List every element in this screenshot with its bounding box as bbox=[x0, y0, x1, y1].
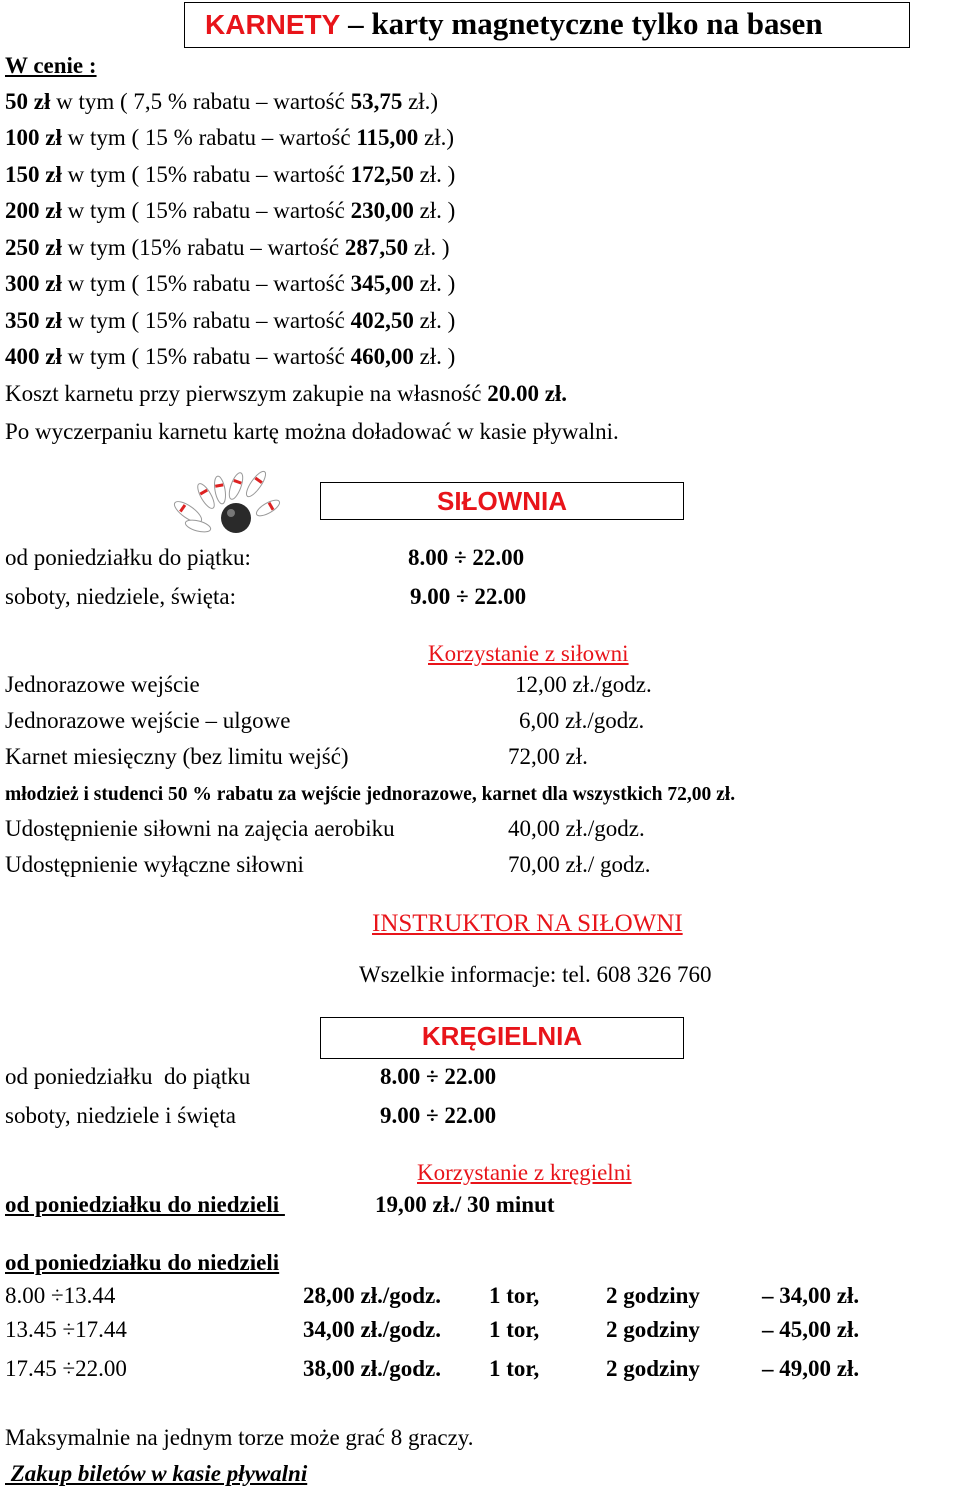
karnet-value-unit: zł. ) bbox=[413, 308, 456, 333]
karnet-amount: 400 zł bbox=[5, 344, 62, 369]
kregielnia-flat-price: 19,00 zł./ 30 minut bbox=[375, 1192, 555, 1217]
silownia-price-label-1: Jednorazowe wejście – ulgowe bbox=[5, 708, 291, 733]
max-players-note: Maksymalnie na jednym torze może grać 8 graczy. bbox=[5, 1425, 474, 1450]
schedule-hours: 2 godziny bbox=[606, 1356, 700, 1381]
karnet-value-unit: zł.) bbox=[418, 125, 455, 150]
silownia-price-label-2: Karnet miesięczny (bez limitu wejść) bbox=[5, 744, 349, 769]
karnet-value-unit: zł. ) bbox=[413, 198, 456, 223]
karnet-amount: 250 zł bbox=[5, 235, 62, 260]
karnet-price-row bbox=[5, 162, 455, 188]
silownia-weekday-hours: 8.00 ÷ 22.00 bbox=[408, 545, 525, 570]
karnet-discount-text: w tym (15% rabatu – wartość bbox=[61, 235, 345, 260]
schedule-time: 8.00 ÷13.44 bbox=[5, 1283, 116, 1308]
schedule-price: – 45,00 zł. bbox=[762, 1317, 860, 1342]
kregielnia-usage-heading: Korzystanie z kręgielni bbox=[417, 1160, 632, 1185]
schedule-price: – 49,00 zł. bbox=[762, 1356, 860, 1381]
kregielnia-weekend-label: soboty, niedziele i święta bbox=[5, 1103, 236, 1128]
silownia-extra-label-0: Udostępnienie siłowni na zajęcia aerobiku bbox=[5, 816, 395, 841]
karnet-amount: 50 zł bbox=[5, 89, 51, 114]
karnet-price-row bbox=[5, 89, 438, 115]
karnet-value: 230,00 bbox=[350, 198, 414, 223]
karnet-amount: 100 zł bbox=[5, 125, 62, 150]
karnety-title-rest: – karty magnetyczne tylko na basen bbox=[340, 6, 823, 41]
karnet-cost-value: 20.00 zł. bbox=[487, 381, 568, 406]
karnet-discount-text: w tym ( 15 % rabatu – wartość bbox=[61, 125, 357, 150]
silownia-discount-note: młodzież i studenci 50 % rabatu za wejście jednorazowe, karnet dla wszystkich 72,00 zł. bbox=[5, 784, 736, 805]
kregielnia-flat-label: od poniedziałku do niedzieli bbox=[5, 1192, 285, 1217]
silownia-price-value-0: 12,00 zł./godz. bbox=[515, 672, 652, 697]
karnety-title bbox=[205, 6, 823, 43]
bowling-icon bbox=[158, 462, 282, 544]
karnet-discount-text: w tym ( 15% rabatu – wartość bbox=[61, 344, 351, 369]
recharge-note: Po wyczerpaniu karnetu kartę można doładować w kasie pływalni. bbox=[5, 419, 619, 444]
schedule-rate: 28,00 zł./godz. bbox=[303, 1283, 441, 1308]
schedule-lane: 1 tor, bbox=[489, 1317, 540, 1342]
silownia-price-label-0: Jednorazowe wejście bbox=[5, 672, 200, 697]
karnet-amount: 150 zł bbox=[5, 162, 62, 187]
schedule-lane: 1 tor, bbox=[489, 1356, 540, 1381]
silownia-usage-heading: Korzystanie z siłowni bbox=[428, 641, 629, 666]
silownia-price-value-2: 72,00 zł. bbox=[508, 744, 588, 769]
karnet-cost-line bbox=[5, 381, 567, 407]
karnet-price-row bbox=[5, 125, 454, 151]
karnety-title-red: KARNETY bbox=[205, 9, 341, 40]
karnet-value: 460,00 bbox=[350, 344, 414, 369]
silownia-extra-value-0: 40,00 zł./godz. bbox=[508, 816, 645, 841]
kregielnia-title: KRĘGIELNIA bbox=[421, 1021, 583, 1051]
schedule-hours: 2 godziny bbox=[606, 1283, 700, 1308]
karnet-value: 345,00 bbox=[350, 271, 414, 296]
karnet-value-unit: zł. ) bbox=[413, 344, 456, 369]
karnet-price-row bbox=[5, 198, 455, 224]
schedule-time: 17.45 ÷22.00 bbox=[5, 1356, 127, 1381]
karnet-value: 402,50 bbox=[350, 308, 414, 333]
karnet-value-unit: zł.) bbox=[402, 89, 439, 114]
karnet-discount-text: w tym ( 15% rabatu – wartość bbox=[61, 308, 351, 333]
karnet-price-row bbox=[5, 308, 455, 334]
kregielnia-weekday-label: od poniedziałku do piątku bbox=[5, 1064, 251, 1089]
schedule-lane: 1 tor, bbox=[489, 1283, 540, 1308]
karnet-price-row bbox=[5, 235, 450, 261]
karnet-amount: 200 zł bbox=[5, 198, 62, 223]
silownia-extra-label-1: Udostępnienie wyłączne siłowni bbox=[5, 852, 304, 877]
schedule-rate: 34,00 zł./godz. bbox=[303, 1317, 441, 1342]
schedule-price: – 34,00 zł. bbox=[762, 1283, 860, 1308]
karnet-value: 53,75 bbox=[350, 89, 403, 114]
karnet-value: 115,00 bbox=[356, 125, 419, 150]
karnet-value-unit: zł. ) bbox=[408, 235, 450, 260]
karnet-value-unit: zł. ) bbox=[413, 271, 456, 296]
tickets-note: Zakup biletów w kasie pływalni bbox=[5, 1461, 308, 1486]
karnet-amount: 350 zł bbox=[5, 308, 62, 333]
karnet-discount-text: w tym ( 15% rabatu – wartość bbox=[61, 198, 351, 223]
karnet-discount-text: w tym ( 15% rabatu – wartość bbox=[61, 162, 351, 187]
kregielnia-weekend-hours: 9.00 ÷ 22.00 bbox=[380, 1103, 497, 1128]
karnet-discount-text: w tym ( 7,5 % rabatu – wartość bbox=[50, 89, 351, 114]
karnet-cost-text: Koszt karnetu przy pierwszym zakupie na własność bbox=[5, 381, 488, 406]
silownia-title: SIŁOWNIA bbox=[437, 486, 567, 516]
silownia-extra-value-1: 70,00 zł./ godz. bbox=[508, 852, 651, 877]
silownia-weekend-hours: 9.00 ÷ 22.00 bbox=[410, 584, 527, 609]
karnet-value: 172,50 bbox=[350, 162, 414, 187]
karnet-value: 287,50 bbox=[344, 235, 409, 260]
karnet-amount: 300 zł bbox=[5, 271, 62, 296]
kregielnia-weekday-hours: 8.00 ÷ 22.00 bbox=[380, 1064, 497, 1089]
prices-heading: W cenie : bbox=[5, 53, 97, 78]
silownia-info: Wszelkie informacje: tel. 608 326 760 bbox=[359, 962, 712, 987]
silownia-price-value-1: 6,00 zł./godz. bbox=[519, 708, 645, 733]
kregielnia-schedule-label: od poniedziałku do niedzieli bbox=[5, 1250, 280, 1275]
schedule-hours: 2 godziny bbox=[606, 1317, 700, 1342]
schedule-rate: 38,00 zł./godz. bbox=[303, 1356, 441, 1381]
silownia-weekday-label: od poniedziałku do piątku: bbox=[5, 545, 251, 570]
karnet-price-row bbox=[5, 271, 455, 297]
instructor-heading: INSTRUKTOR NA SIŁOWNI bbox=[372, 910, 683, 937]
karnet-discount-text: w tym ( 15% rabatu – wartość bbox=[61, 271, 351, 296]
karnet-price-row bbox=[5, 344, 455, 370]
karnet-value-unit: zł. ) bbox=[413, 162, 456, 187]
schedule-time: 13.45 ÷17.44 bbox=[5, 1317, 127, 1342]
silownia-weekend-label: soboty, niedziele, święta: bbox=[5, 584, 236, 609]
